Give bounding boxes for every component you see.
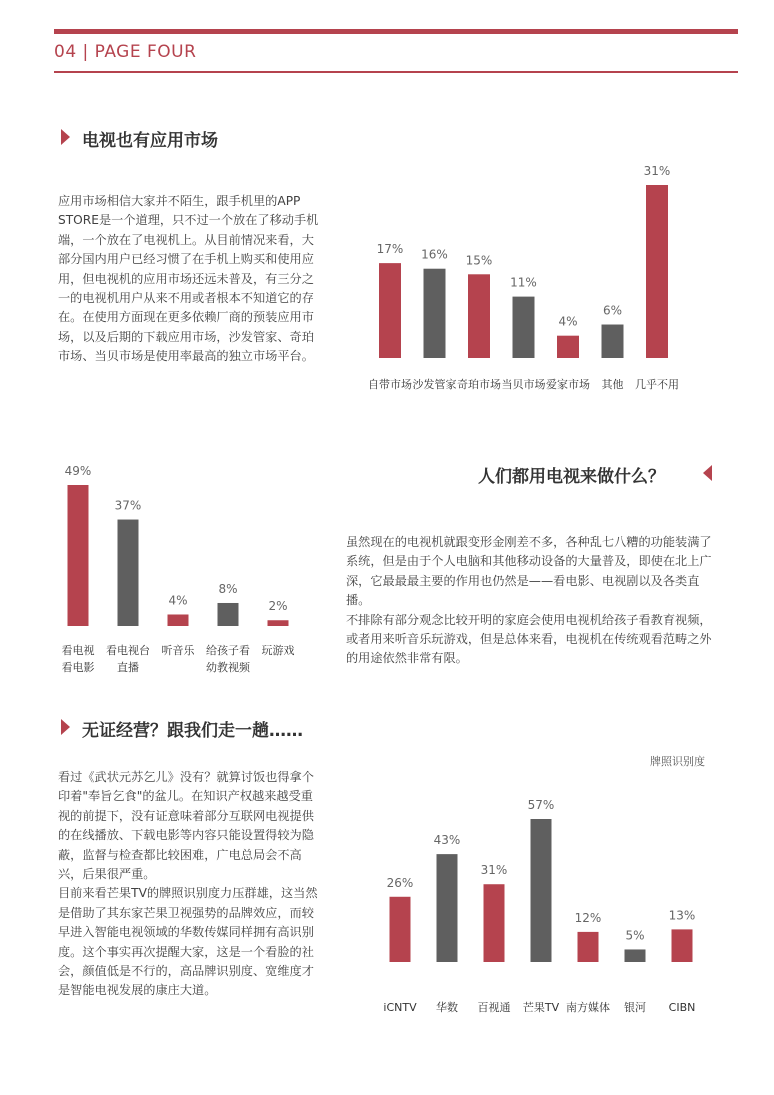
category-label: 芒果TV [522, 1001, 560, 1014]
category-label: 看电影 [61, 661, 95, 674]
category-label: 给孩子看 [206, 644, 250, 657]
section3-paragraph [58, 768, 320, 1001]
value-label: 5% [625, 928, 645, 943]
section2-title: 人们都用电视来做什么？ [478, 467, 665, 487]
section-marker-icon [61, 129, 70, 145]
section2-body-2: 不排除有部分观念比较开明的家庭会使用电视机给孩子看教育视频，或者用来听音乐玩游戏，但是总体来看，电视机在传统观看范畴之外的用途依然非常有限。 [346, 612, 712, 666]
category-label: CIBN [668, 1001, 696, 1014]
category-label: 奇珀市场 [457, 378, 501, 391]
value-label: 12% [574, 910, 602, 925]
value-label: 2% [268, 599, 288, 614]
category-label: 南方媒体 [566, 1001, 610, 1014]
value-label: 15% [465, 253, 493, 268]
value-label: 16% [421, 247, 448, 262]
category-label: 看电视台 [106, 644, 150, 657]
value-label: 43% [433, 833, 461, 848]
category-label: 听音乐 [161, 644, 195, 657]
category-label: 百视通 [477, 1001, 511, 1014]
category-label: 直播 [117, 661, 139, 674]
page-header-label: 04 | PAGE FOUR [54, 42, 197, 62]
category-label: 爱家市场 [546, 378, 590, 391]
bar [379, 263, 401, 358]
bar [390, 897, 411, 962]
value-label: 57% [527, 798, 555, 812]
section2-paragraph [346, 533, 718, 669]
value-label: 13% [668, 908, 696, 923]
section1-paragraph [58, 192, 320, 367]
top-rule [54, 29, 738, 34]
bar [68, 485, 89, 626]
category-label: 几乎不用 [635, 378, 679, 391]
bar [625, 949, 646, 962]
section3-body-1: 看过《武状元苏乞儿》没有？就算讨饭也得拿个印着"奉旨乞食"的盆儿。在知识产权越来越受重视的前提下，没有证意味着部分互联网电视提供的在线播放、下载电影等内容只能设置得较为隐蔽，监督与检查都比较困难，广电总局会不高兴，后果很严重。 [58, 770, 314, 882]
value-label: 4% [168, 593, 188, 608]
section-marker-icon [61, 719, 70, 735]
value-label: 17% [376, 242, 404, 257]
chart-title: 牌照识别度 [650, 755, 705, 768]
bar [646, 185, 668, 358]
value-label: 4% [558, 314, 578, 329]
bar [578, 932, 599, 962]
section3-title: 无证经营？跟我们走一趟…… [82, 721, 303, 741]
bar [424, 269, 446, 358]
bar [513, 297, 535, 358]
value-label: 31% [480, 863, 508, 878]
chart-license-recognition [360, 750, 730, 1020]
category-label: 看电视 [61, 644, 95, 657]
value-label: 49% [64, 464, 92, 478]
bar [468, 274, 490, 358]
chart-app-markets [360, 150, 730, 400]
bar [437, 854, 458, 962]
bar [168, 614, 189, 626]
value-label: 6% [602, 303, 623, 318]
category-label: 银河 [624, 1001, 646, 1014]
bar [218, 603, 239, 626]
bar [602, 325, 624, 358]
section3-body-2: 目前来看芒果TV的牌照识别度力压群雄，这当然是借助了其东家芒果卫视强势的品牌效应，而较早进入智能电视领域的华数传媒同样拥有高识别度。这个事实再次提醒大家，这是一个看脸的社会，颜值低是不行的，高品牌识别度、宽维度才是智能电视发展的康庄大道。 [58, 886, 318, 998]
value-label: 11% [510, 275, 537, 290]
category-label: 沙发管家 [412, 378, 457, 391]
bar [557, 336, 579, 358]
section2-body-1: 虽然现在的电视机就跟变形金刚差不多，各种乱七八糟的功能装满了系统，但是由于个人电脑和其他移动设备的大量普及，即使在北上广深，它最最最主要的作用也仍然是——看电影、电视剧以及各类直播。 [346, 535, 712, 608]
category-label: 自带市场 [368, 378, 412, 391]
bar [484, 884, 505, 962]
section1-body: 应用市场相信大家并不陌生，跟手机里的APP STORE是一个道理，只不过一个放在了移动手机端，一个放在了电视机上。从目前情况来看，大部分国内用户已经习惯了在手机上购买和使用应用，但电视机的应用市场还远未普及，有三分之一的电视机用户从来不用或者根本不知道它的存在。在使用方面现在更多依赖厂商的预装应用市场，以及后期的下载应用市场，沙发管家、奇珀市场、当贝市场是使用率最高的独立市场平台。 [58, 194, 319, 364]
value-label: 37% [114, 498, 142, 513]
category-label: 玩游戏 [261, 644, 295, 657]
header-underline [54, 71, 738, 73]
value-label: 31% [643, 164, 671, 178]
bar [531, 819, 552, 962]
category-label: 华数 [436, 1001, 458, 1014]
chart-tv-usage [50, 455, 310, 680]
category-label: 其他 [601, 378, 624, 391]
value-label: 26% [386, 875, 414, 890]
value-label: 8% [218, 581, 238, 596]
category-label: iCNTV [383, 1001, 417, 1014]
bar [672, 929, 693, 962]
section-marker-icon [703, 465, 712, 481]
bar [118, 520, 139, 626]
bar [268, 620, 289, 626]
category-label: 当贝市场 [501, 378, 546, 391]
category-label: 幼教视频 [206, 661, 250, 674]
section1-title: 电视也有应用市场 [82, 131, 218, 151]
